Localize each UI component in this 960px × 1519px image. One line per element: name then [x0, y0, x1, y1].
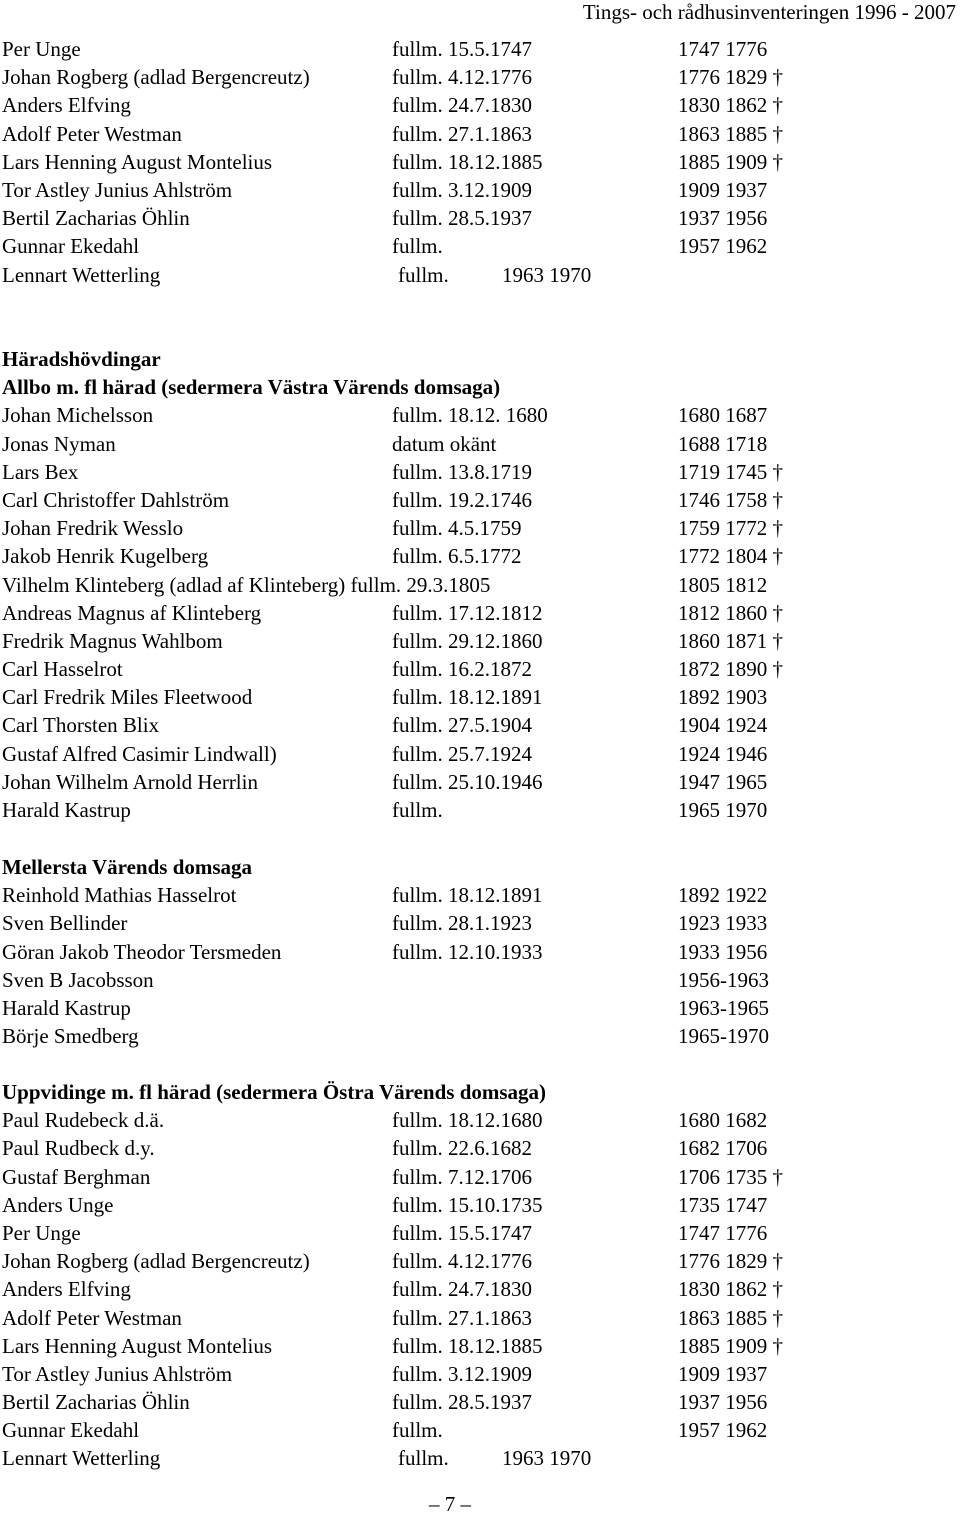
appointment-date: fullm. 28.1.1923: [392, 911, 532, 936]
term-period: 1892 1903: [678, 685, 768, 710]
list-item: [2, 120, 952, 148]
term-period: 1937 1956: [678, 1390, 768, 1415]
appointment-date: fullm. 18.12.1885: [392, 1333, 543, 1358]
person-name: Johan Rogberg (adlad Bergencreutz): [2, 65, 310, 90]
term-period: 1772 1804 †: [678, 544, 783, 569]
term-period: 1812 1860 †: [678, 600, 783, 625]
person-name: Adolf Peter Westman: [2, 1305, 182, 1330]
person-name: Harald Kastrup: [2, 995, 131, 1020]
section-allbo: [2, 345, 952, 824]
person-name: Vilhelm Klinteberg (adlad af Klinteberg) fullm. 29.3.1805: [2, 572, 491, 597]
appointment-date: fullm. 18.12. 1680: [392, 403, 548, 428]
term-period: 1909 1937: [678, 177, 768, 202]
appointment-date: fullm. 25.7.1924: [392, 741, 532, 766]
person-name: Jakob Henrik Kugelberg: [2, 544, 209, 569]
list-item: [2, 542, 952, 570]
person-name: Bertil Zacharias Öhlin: [2, 1390, 190, 1415]
person-name: Lars Henning August Montelius: [2, 149, 273, 174]
appointment-date: fullm. 4.12.1776: [392, 65, 532, 90]
term-period: 1885 1909 †: [678, 149, 783, 174]
list-item: [2, 430, 952, 458]
person-name: Gustaf Berghman: [2, 1164, 151, 1189]
allbo-list: [2, 401, 952, 824]
appointment-date: fullm. 28.5.1937: [392, 206, 532, 231]
appointment-date: fullm. 16.2.1872: [392, 657, 532, 682]
term-period: 1735 1747: [678, 1192, 768, 1217]
term-period: 1747 1776: [678, 1220, 768, 1245]
page-number: – 7 –: [429, 1492, 471, 1516]
term-period: 1680 1687: [678, 403, 768, 428]
term-period: 1956-1963: [678, 967, 769, 992]
term-period: 1909 1937: [678, 1361, 768, 1386]
appointment-date: fullm.: [392, 1418, 443, 1443]
appointment-date: fullm. 25.10.1946: [392, 769, 543, 794]
list-item: [2, 1444, 952, 1472]
term-period: 1904 1924: [678, 713, 768, 738]
list-item: [2, 204, 952, 232]
term-period: 1933 1956: [678, 939, 768, 964]
list-item: [2, 571, 952, 599]
person-name: Göran Jakob Theodor Tersmeden: [2, 939, 282, 964]
appointment-date: fullm. 27.1.1863: [392, 1305, 532, 1330]
person-name: Paul Rudebeck d.ä.: [2, 1108, 165, 1133]
person-name: Carl Christoffer Dahlström: [2, 487, 230, 512]
term-period: 1963 1970: [502, 262, 592, 287]
person-name: Harald Kastrup: [2, 798, 131, 822]
person-name: Johan Michelsson: [2, 403, 154, 428]
list-item: [2, 1304, 952, 1332]
person-name: Gunnar Ekedahl: [2, 1418, 140, 1443]
term-period: 1924 1946: [678, 741, 768, 766]
term-period: 1830 1862 †: [678, 93, 783, 118]
person-name: Carl Thorsten Blix: [2, 713, 160, 738]
person-name: Andreas Magnus af Klinteberg: [2, 600, 262, 625]
list-item: [2, 232, 952, 260]
list-item: [2, 35, 952, 63]
list-item: [2, 401, 952, 429]
person-name: Paul Rudbeck d.y.: [2, 1136, 155, 1161]
appointment-date: fullm.: [398, 1446, 449, 1471]
term-period: 1963 1970: [502, 1446, 592, 1471]
person-name: Anders Elfving: [2, 93, 131, 118]
list-item: [2, 740, 952, 768]
list-item: [2, 909, 952, 937]
list-item: [2, 1022, 952, 1050]
term-period: 1947 1965: [678, 769, 768, 794]
list-item: [2, 1360, 952, 1388]
list-item: [2, 176, 952, 204]
appointment-date: fullm. 24.7.1830: [392, 93, 532, 118]
appointment-date: fullm. 12.10.1933: [392, 939, 543, 964]
list-item: [2, 881, 952, 909]
appointment-date: fullm. 22.6.1682: [392, 1136, 532, 1161]
term-period: 1759 1772 †: [678, 516, 783, 541]
term-period: 1680 1682: [678, 1108, 768, 1133]
list-item: [2, 655, 952, 683]
list-item: [2, 1163, 952, 1191]
person-name: Lennart Wetterling: [2, 1446, 161, 1471]
list-item: [2, 1247, 952, 1275]
person-name: Bertil Zacharias Öhlin: [2, 206, 190, 231]
term-period: 1688 1718: [678, 431, 768, 456]
appointment-date: fullm.: [392, 798, 443, 822]
term-period: 1830 1862 †: [678, 1277, 783, 1302]
list-item: [2, 514, 952, 542]
appointment-date: fullm. 3.12.1909: [392, 177, 532, 202]
list-item: [2, 994, 952, 1022]
list-item: [2, 938, 952, 966]
person-name: Sven Bellinder: [2, 911, 128, 936]
person-name: Gunnar Ekedahl: [2, 234, 140, 259]
person-name: Tor Astley Junius Ahlström: [2, 177, 233, 202]
person-name: Johan Rogberg (adlad Bergencreutz): [2, 1249, 310, 1274]
list-item: [2, 91, 952, 119]
term-period: 1706 1735 †: [678, 1164, 783, 1189]
list-item: [2, 1275, 952, 1303]
section-title: Mellersta Värends domsaga: [2, 855, 253, 879]
term-period: 1863 1885 †: [678, 121, 783, 146]
appointment-date: fullm. 7.12.1706: [392, 1164, 532, 1189]
person-name: Per Unge: [2, 1220, 81, 1245]
list-item: [2, 458, 952, 486]
list-item: [2, 768, 952, 796]
term-period: 1746 1758 †: [678, 487, 783, 512]
section-uppvidinge: [2, 1078, 952, 1473]
person-name: Börje Smedberg: [2, 1024, 139, 1049]
appointment-date: fullm. 24.7.1830: [392, 1277, 532, 1302]
term-period: 1747 1776: [678, 37, 768, 61]
person-name: Jonas Nyman: [2, 431, 116, 456]
appointment-date: fullm. 28.5.1937: [392, 1390, 532, 1415]
term-period: 1937 1956: [678, 206, 768, 231]
appointment-date: fullm. 15.5.1747: [392, 37, 532, 61]
list-item: [2, 599, 952, 627]
section-subtitle: Allbo m. fl härad (sedermera Västra Värends domsaga): [2, 375, 501, 400]
person-name: Tor Astley Junius Ahlström: [2, 1361, 233, 1386]
term-period: 1892 1922: [678, 883, 768, 908]
term-period: 1957 1962: [678, 1418, 768, 1443]
term-period: 1872 1890 †: [678, 657, 783, 682]
term-period: 1885 1909 †: [678, 1333, 783, 1358]
person-name: Reinhold Mathias Hasselrot: [2, 883, 237, 908]
appointment-date: fullm. 19.2.1746: [392, 487, 532, 512]
appointment-date: fullm. 27.5.1904: [392, 713, 532, 738]
person-name: Gustaf Alfred Casimir Lindwall): [2, 741, 277, 766]
term-period: 1682 1706: [678, 1136, 768, 1161]
person-name: Johan Fredrik Wesslo: [2, 516, 184, 541]
list-item: [2, 796, 952, 824]
list-item: [2, 627, 952, 655]
list-item: [2, 1191, 952, 1219]
appointment-date: fullm. 29.12.1860: [392, 628, 543, 653]
person-name: Per Unge: [2, 37, 81, 61]
person-name: Anders Elfving: [2, 1277, 131, 1302]
term-period: 1719 1745 †: [678, 459, 783, 484]
list-item: [2, 1416, 952, 1444]
top-list: [2, 35, 952, 289]
section-mellersta: [2, 853, 952, 1050]
appointment-date: fullm. 4.5.1759: [392, 516, 522, 541]
appointment-date: fullm. 18.12.1891: [392, 685, 543, 710]
appointment-date: fullm. 3.12.1909: [392, 1361, 532, 1386]
term-period: 1957 1962: [678, 234, 768, 259]
person-name: Carl Hasselrot: [2, 657, 123, 682]
list-item: [2, 1332, 952, 1360]
term-period: 1776 1829 †: [678, 1249, 783, 1274]
page-header: Tings- och rådhusinventeringen 1996 - 2007: [582, 0, 956, 24]
person-name: Lars Henning August Montelius: [2, 1333, 273, 1358]
term-period: 1965-1970: [678, 1024, 769, 1049]
list-item: [2, 261, 952, 289]
section-title: Uppvidinge m. fl härad (sedermera Östra Värends domsaga): [2, 1080, 547, 1104]
person-name: Sven B Jacobsson: [2, 967, 154, 992]
appointment-date: fullm.: [392, 234, 443, 259]
appointment-date: fullm. 15.5.1747: [392, 1220, 532, 1245]
list-item: [2, 1388, 952, 1416]
list-item: [2, 1106, 952, 1134]
list-item: [2, 1219, 952, 1247]
term-period: 1965 1970: [678, 798, 768, 822]
uppvidinge-list: [2, 1106, 952, 1472]
appointment-date: fullm.: [398, 262, 449, 287]
list-item: [2, 711, 952, 739]
section-title: Häradshövdingar: [2, 347, 161, 371]
appointment-date: fullm. 27.1.1863: [392, 121, 532, 146]
appointment-date: fullm. 13.8.1719: [392, 459, 532, 484]
list-item: [2, 966, 952, 994]
term-period: 1863 1885 †: [678, 1305, 783, 1330]
appointment-date: fullm. 4.12.1776: [392, 1249, 532, 1274]
person-name: Lars Bex: [2, 459, 79, 484]
person-name: Fredrik Magnus Wahlbom: [2, 628, 223, 653]
person-name: Anders Unge: [2, 1192, 114, 1217]
term-period: 1923 1933: [678, 911, 768, 936]
person-name: Johan Wilhelm Arnold Herrlin: [2, 769, 258, 794]
appointment-date: fullm. 15.10.1735: [392, 1192, 543, 1217]
appointment-date: fullm. 18.12.1885: [392, 149, 543, 174]
mellersta-list: [2, 881, 952, 1050]
appointment-date: datum okänt: [392, 431, 497, 456]
person-name: Carl Fredrik Miles Fleetwood: [2, 685, 253, 710]
term-period: 1860 1871 †: [678, 628, 783, 653]
term-period: 1776 1829 †: [678, 65, 783, 90]
appointment-date: fullm. 18.12.1680: [392, 1108, 543, 1133]
list-item: [2, 148, 952, 176]
person-name: Lennart Wetterling: [2, 262, 161, 287]
appointment-date: fullm. 17.12.1812: [392, 600, 543, 625]
appointment-date: fullm. 6.5.1772: [392, 544, 522, 569]
list-item: [2, 1134, 952, 1162]
list-item: [2, 63, 952, 91]
appointment-date: fullm. 18.12.1891: [392, 883, 543, 908]
list-item: [2, 486, 952, 514]
list-item: [2, 683, 952, 711]
person-name: Adolf Peter Westman: [2, 121, 182, 146]
term-period: 1963-1965: [678, 995, 769, 1020]
term-period: 1805 1812: [678, 572, 768, 597]
